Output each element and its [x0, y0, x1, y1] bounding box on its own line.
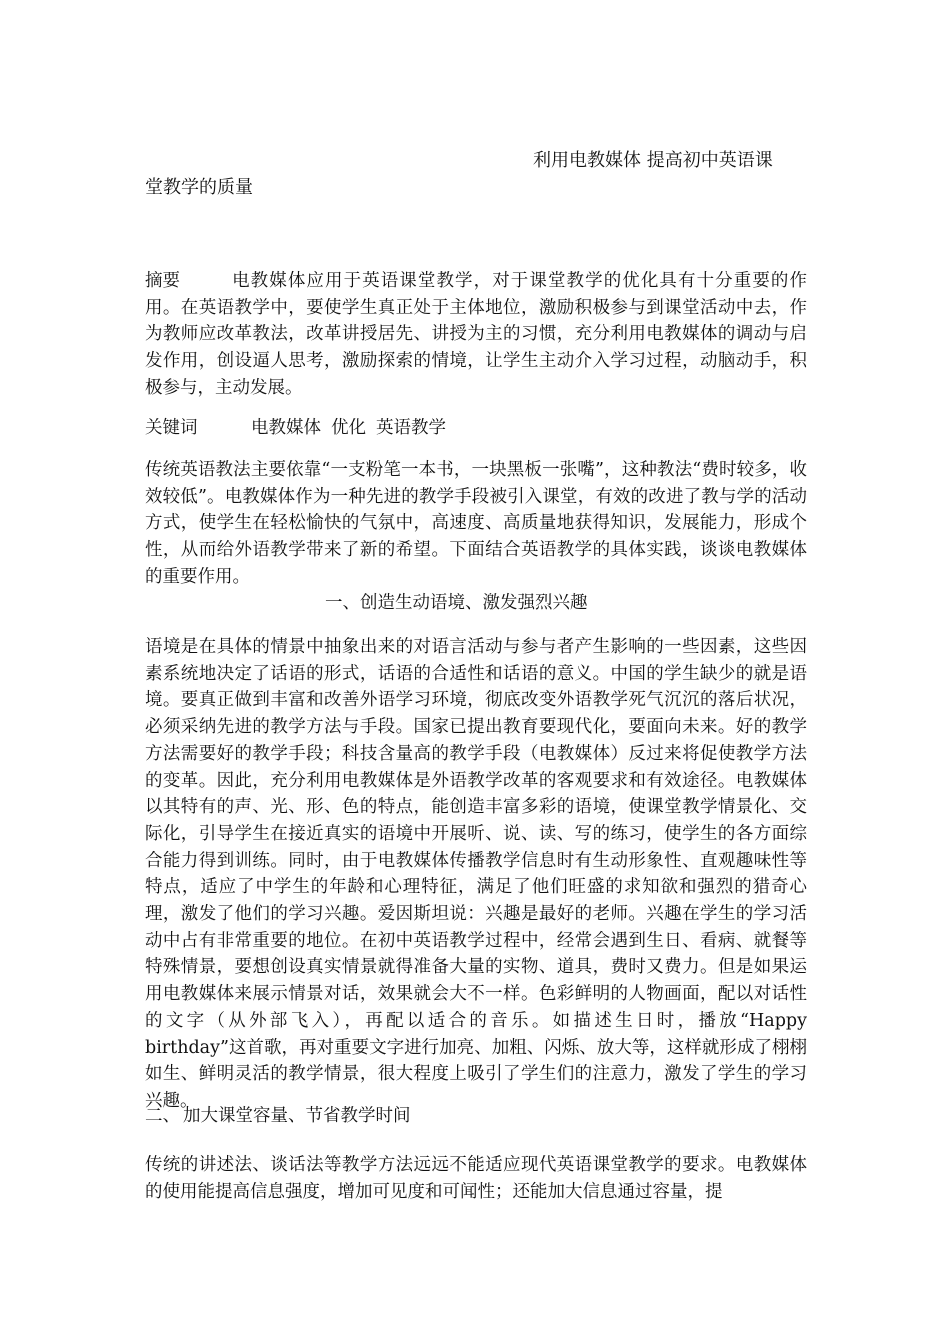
abstract-paragraph [145, 268, 807, 402]
section1-heading: 一、创造生动语境、激发强烈兴趣 [325, 593, 588, 613]
abstract-text: 电教媒体应用于英语课堂教学，对于课堂教学的优化具有十分重要的作用。在英语教学中，要使学生真正处于主体地位，激励积极参与到课堂活动中去，作为教师应改革教法，改革讲授居先、讲授为主的习惯，充分利用电教媒体的调动与启发作用，创设逼人思考，激励探索的情境，让学生主动介入学习过程，动脑动手，积极参与，主动发展。 [145, 271, 807, 398]
section2-heading [145, 1103, 807, 1130]
abstract-label: 摘要 [145, 271, 180, 291]
keywords-label: 关键词 [145, 418, 198, 438]
section2-number: 二、 [145, 1106, 180, 1126]
document-title-line1: 利用电教媒体 提高初中英语课 [533, 150, 773, 171]
document-title-line2: 堂教学的质量 [145, 177, 253, 198]
section2-paragraph: 传统的讲述法、谈话法等教学方法远远不能适应现代英语课堂教学的要求。电教媒体的使用能提高信息强度，增加可见度和可闻性；还能加大信息通过容量，提 [145, 1155, 807, 1202]
keywords-line [145, 415, 807, 442]
intro-paragraph: 传统英语教法主要依靠“一支粉笔一本书，一块黑板一张嘴”，这种教法“费时较多，收效较低”。电教媒体作为一种先进的教学手段被引入课堂，有效的改进了教与学的活动方式，使学生在轻松愉快的气氛中，高速度、高质量地获得知识，发展能力，形成个性，从而给外语教学带来了新的希望。下面结合英语教学的具体实践，谈谈电教媒体的重要作用。 [145, 460, 807, 587]
section1-paragraph: 语境是在具体的情景中抽象出来的对语言活动与参与者产生影响的一些因素，这些因素系统地决定了话语的形式，话语的合适性和话语的意义。中国的学生缺少的就是语境。要真正做到丰富和改善外语学习环境，彻底改变外语教学死气沉沉的落后状况，必须采纳先进的教学方法与手段。国家已提出教育要现代化，要面向未来。好的教学方法需要好的教学手段；科技含量高的教学手段（电教媒体）反过来将促使教学方法的变革。因此，充分利用电教媒体是外语教学改革的客观要求和有效途径。电教媒体以其特有的声、光、形、色的特点，能创造丰富多彩的语境，使课堂教学情景化、交际化，引导学生在接近真实的语境中开展听、说、读、写的练习，使学生的各方面综合能力得到训练。同时，由于电教媒体传播教学信息时有生动形象性、直观趣味性等特点，适应了中学生的年龄和心理特征，满足了他们旺盛的求知欲和强烈的猎奇心理，激发了他们的学习兴趣。爱因斯坦说：兴趣是最好的老师。兴趣在学生的学习活动中占有非常重要的地位。在初中英语教学过程中，经常会遇到生日、看病、就餐等特殊情景，要想创设真实情景就得准备大量的实物、道具，费时又费力。但是如果运用电教媒体来展示情景对话，效果就会大不一样。色彩鲜明的人物画面，配以对话性的文字（从外部飞入），再配以适合的音乐。如描述生日时，播放“Happy birthday”这首歌，再对重要文字进行加亮、加粗、闪烁、放大等，这样就形成了栩栩如生、鲜明灵活的教学情景，很大程度上吸引了学生们的注意力，激发了学生的学习兴趣。 [145, 637, 807, 1111]
keyword-2: 优化 [331, 418, 366, 438]
keyword-3: 英语教学 [376, 418, 446, 438]
section2-title: 加大课堂容量、节省教学时间 [183, 1106, 411, 1126]
keyword-1: 电教媒体 [251, 418, 321, 438]
